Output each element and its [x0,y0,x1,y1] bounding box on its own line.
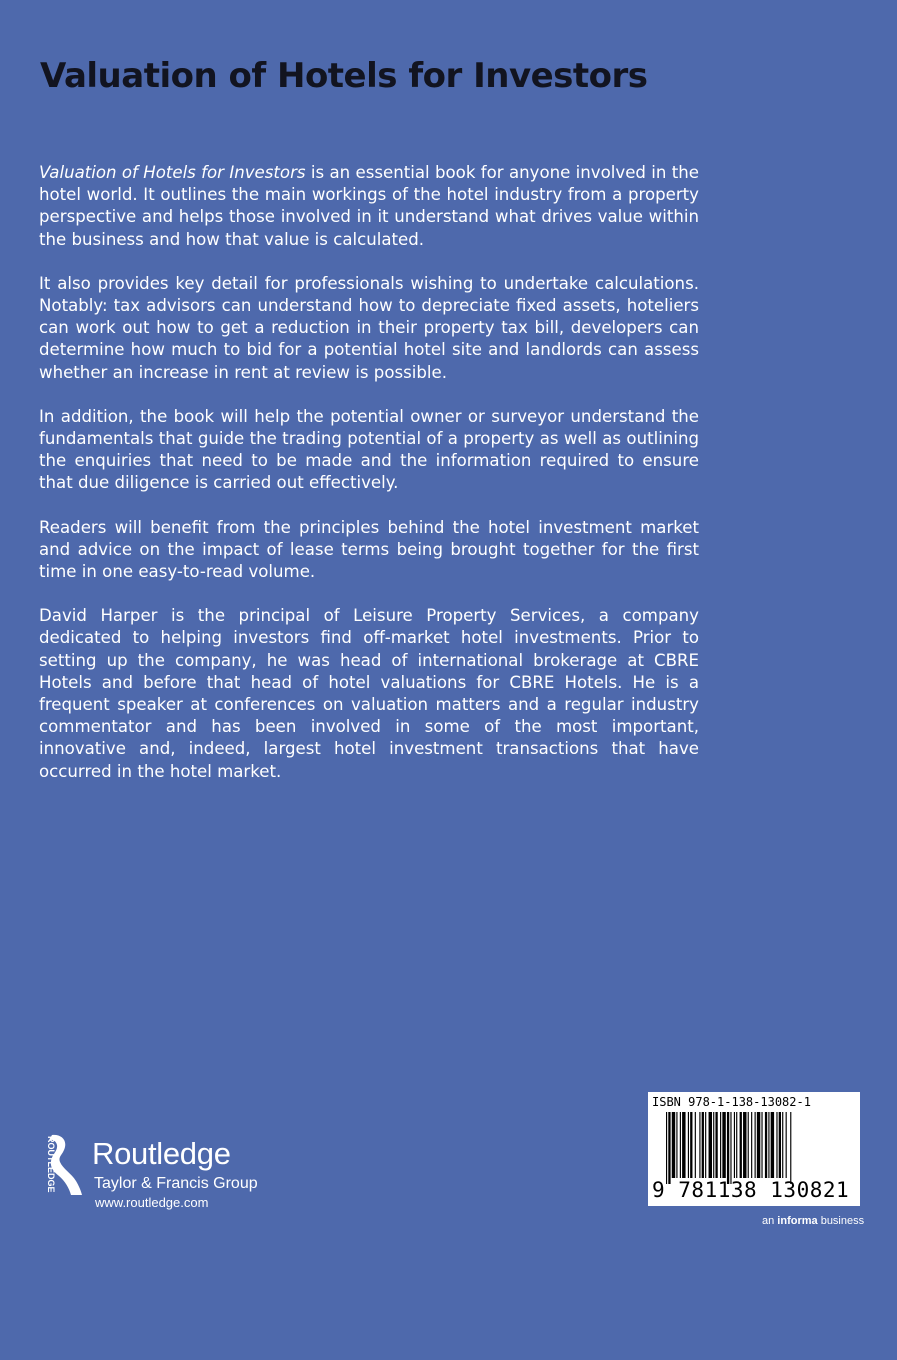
barcode-digits: 9 781138 130821 [652,1178,850,1202]
blurb-paragraph-3: In addition, the book will help the potential owner or surveyor understand the fundamentals that guide the trading potential of a property as well as outlining the enquiries that need to be made and the information required to ensure that due diligence is carried out effectively. [39,406,699,493]
blurb [39,162,699,783]
informa-suffix: business [817,1215,865,1227]
author-bio: David Harper is the principal of Leisure Property Services, a company dedicated to helping investors find off-market hotel investments. Prior to setting up the company, he was head of international brokerage at CBRE Hotels and before that head of hotel valuations for CBRE Hotels. He is a frequent speaker at conferences on valuation matters and a regular industry commentator and has been involved in some of the most important, innovative and, indeed, largest hotel investment transactions that have occurred in the hotel market. [39,606,699,781]
informa-brand: informa [777,1215,818,1227]
barcode-bar [702,1112,704,1178]
barcode-bar [705,1112,706,1178]
barcode-bar [776,1112,777,1178]
routledge-logo-vertical-text: ROUTLEDGE [46,1136,56,1193]
barcode-bar [680,1112,681,1178]
barcode-bar [779,1112,781,1178]
barcode-bar [782,1112,783,1178]
informa-business [762,1215,864,1227]
routledge-logo-icon [38,1133,84,1197]
barcode-bar [740,1112,742,1178]
barcode-bar [682,1112,685,1178]
barcode-bar [761,1112,762,1178]
informa-prefix: an [762,1215,778,1227]
publisher-block [38,1133,298,1223]
isbn-barcode [648,1092,860,1206]
isbn-label: ISBN 978-1-138-13082-1 [652,1095,811,1109]
book-title: Valuation of Hotels for Investors [40,56,648,96]
barcode-bar [786,1112,787,1178]
barcode-bar [736,1112,737,1178]
barcode-bar [743,1112,746,1178]
barcode-bar [709,1112,712,1178]
publisher-name: Routledge [92,1136,231,1171]
blurb-paragraph-1-text: is an essential book for anyone involved in the hotel world. It outlines the main workings of the hotel industry from a property perspective and helps those involved in it understand what drives value within the business and how that value is calculated. [39,163,699,249]
barcode-bar [668,1112,670,1184]
blurb-paragraph-2: It also provides key detail for professionals wishing to undertake calculations. Notably: tax advisors can understand how to depreciate fixed assets, hoteliers can work out how to get a reduction in their property tax bill, developers can determine how much to bid for a potential hotel site and landlords can assess whether an increase in rent at review is possible. [39,273,699,382]
barcode-bar [690,1112,692,1178]
barcode-bar [768,1112,769,1178]
barcode-bar [695,1112,696,1178]
barcode-bar [713,1112,714,1178]
barcode-bar [688,1112,689,1178]
barcode-bar [699,1112,700,1178]
publisher-group: Taylor & Francis Group [94,1175,258,1192]
barcode-bar [755,1112,756,1178]
barcode-bar [727,1112,729,1184]
barcode-bar [790,1112,791,1184]
barcode-bar [722,1112,725,1178]
barcode-bar [748,1112,749,1178]
barcode-bar [730,1112,731,1184]
publisher-url[interactable]: www.routledge.com [95,1195,209,1210]
barcode-bar [765,1112,767,1178]
barcode-bar [676,1112,677,1178]
barcode-bar [715,1112,717,1178]
barcode-bar [720,1112,721,1178]
barcode-bar [751,1112,752,1178]
barcode-bar [672,1112,675,1178]
blurb-paragraph-4: Readers will benefit from the principles behind the hotel investment market and advice on the impact of lease terms being brought together for the first time in one easy-to-read volume. [39,517,699,582]
blurb-paragraph-1 [39,162,699,251]
barcode-bar [757,1112,760,1178]
barcode-bar [734,1112,735,1178]
barcode-bar [771,1112,774,1178]
barcode-bar [666,1112,667,1184]
blurb-title-italic: Valuation of Hotels for Investors [39,163,306,182]
